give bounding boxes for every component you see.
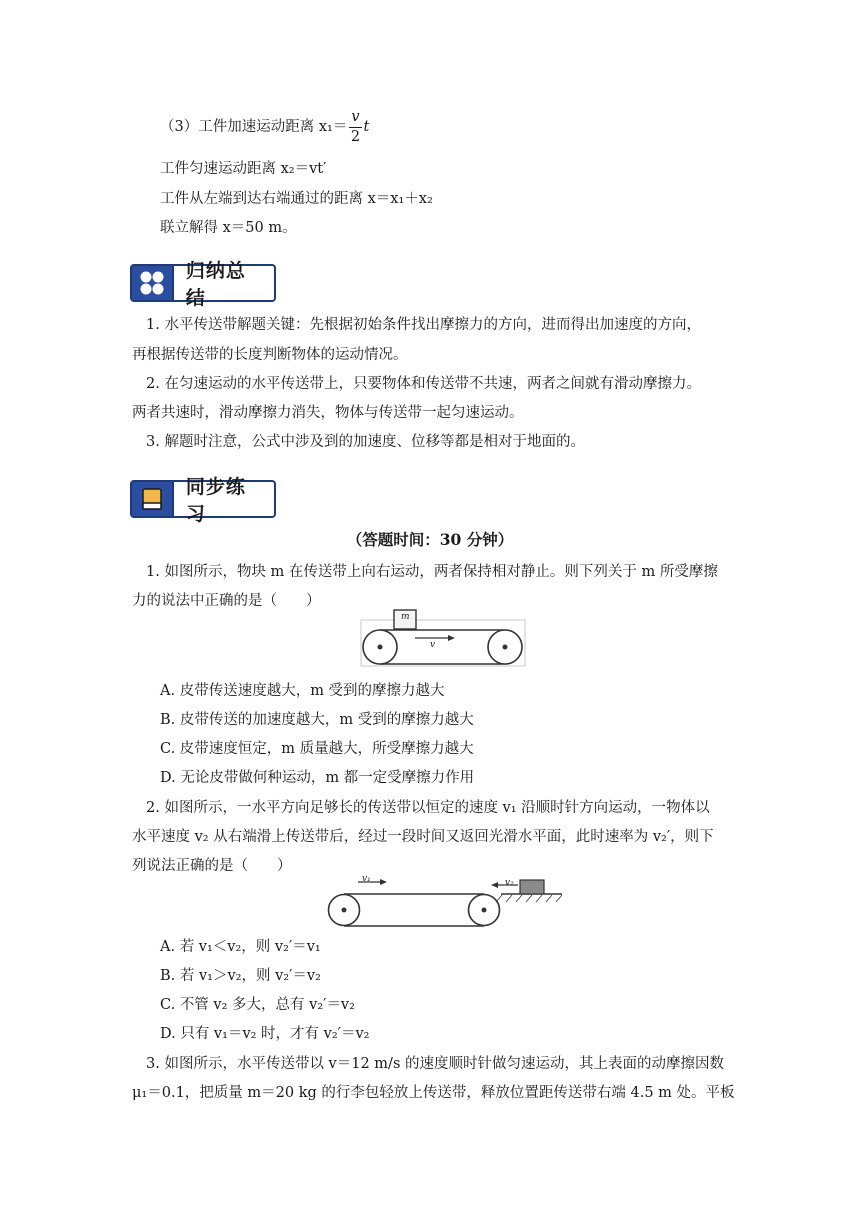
q1-option-d[interactable]: D. 无论皮带做何种运动，m 都一定受摩擦力作用 <box>160 770 475 786</box>
q2-v1-label: v₁ <box>362 874 371 884</box>
question-1-line-a: 1. 如图所示，物块 m 在传送带上向右运动，两者保持相对静止。则下列关于 m 所受摩擦 <box>146 564 718 580</box>
q1-option-c[interactable]: C. 皮带速度恒定，m 质量越大，所受摩擦力越大 <box>160 741 474 757</box>
velocity-over-two-fraction <box>349 110 361 144</box>
question-2-line-c: 列说法正确的是（ ） <box>132 858 292 874</box>
q2-option-d[interactable]: D. 只有 v₁＝v₂ 时，才有 v₂′＝v₂ <box>160 1026 370 1042</box>
q1-block-label: m <box>401 612 410 622</box>
question-3-line-b: μ₁＝0.1，把质量 m＝20 kg 的行李包轻放上传送带，释放位置距传送带右端 4.5 m 处。平板 <box>132 1085 735 1101</box>
book-icon <box>132 482 174 516</box>
q2-option-a[interactable]: A. 若 v₁＜v₂，则 v₂′＝v₁ <box>160 939 321 955</box>
summary-section-title: 归纳总结 <box>185 260 246 309</box>
summary-section-header <box>130 260 276 309</box>
q1-velocity-label: v <box>430 640 436 650</box>
solution-line-result: 联立解得 x＝50 m。 <box>160 220 297 236</box>
practice-section-title: 同步练习 <box>185 476 246 525</box>
q1-option-a[interactable]: A. 皮带传送速度越大，m 受到的摩擦力越大 <box>160 683 445 699</box>
summary-point-1b: 再根据传送带的长度判断物体的运动情况。 <box>132 347 408 363</box>
answer-time-note: （答题时间：30 分钟） <box>346 530 514 549</box>
summary-point-2b: 两者共速时，滑动摩擦力消失，物体与传送带一起匀速运动。 <box>132 405 524 421</box>
q2-option-b[interactable]: B. 若 v₁＞v₂，则 v₂′＝v₂ <box>160 968 321 984</box>
solution-line-total-distance: 工件从左端到达右端通过的距离 x＝x₁＋x₂ <box>160 191 433 207</box>
question-2-line-a: 2. 如图所示，一水平方向足够长的传送带以恒定的速度 v₁ 沿顺时针方向运动，一物体以 <box>146 800 710 816</box>
step3-label: （3）工件加速运动距离 x₁＝ <box>160 119 348 135</box>
step3-time-symbol: t <box>363 119 370 135</box>
fraction-denominator: 2 <box>350 128 361 145</box>
solution-line-uniform-distance: 工件匀速运动距离 x₂＝vt′ <box>160 161 327 177</box>
summary-point-3: 3. 解题时注意，公式中涉及到的加速度、位移等都是相对于地面的。 <box>146 434 585 450</box>
summary-point-2a: 2. 在匀速运动的水平传送带上，只要物体和传送带不共速，两者之间就有滑动摩擦力。 <box>146 376 701 392</box>
question-1-conveyor-figure <box>360 606 526 668</box>
q2-option-c[interactable]: C. 不管 v₂ 多大，总有 v₂′＝v₂ <box>160 997 355 1013</box>
fraction-numerator: v <box>349 110 361 128</box>
solution-step3 <box>160 110 369 144</box>
question-2-line-b: 水平速度 v₂ 从右端滑上传送带后，经过一段时间又返回光滑水平面，此时速率为 v₂′，则下 <box>132 829 714 845</box>
practice-section-header <box>130 476 276 525</box>
summary-point-1a: 1. 水平传送带解题关键：先根据初始条件找出摩擦力的方向，进而得出加速度的方向， <box>146 317 701 333</box>
four-petal-icon <box>132 266 174 300</box>
q2-v2-label: v₂ <box>505 878 514 888</box>
question-3-line-a: 3. 如图所示，水平传送带以 v＝12 m/s 的速度顺时针做匀速运动，其上表面的动摩擦因数 <box>146 1056 724 1072</box>
question-1-line-b: 力的说法中正确的是（ ） <box>132 593 321 609</box>
q1-option-b[interactable]: B. 皮带传送的加速度越大，m 受到的摩擦力越大 <box>160 712 474 728</box>
